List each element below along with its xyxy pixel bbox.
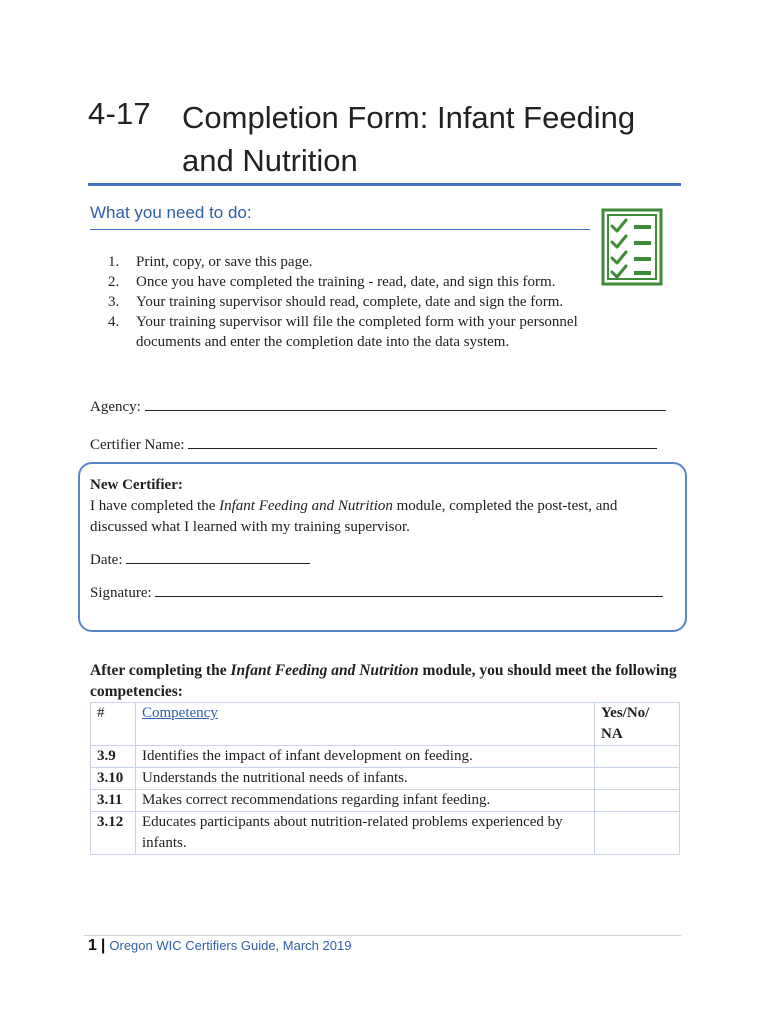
footer-divider	[84, 935, 681, 936]
competencies-intro: After completing the Infant Feeding and Nutrition module, you should meet the following competencies:	[90, 662, 677, 700]
certifier-name-label: Certifier Name:	[90, 437, 185, 453]
page-footer	[88, 937, 351, 955]
page-title: Completion Form: Infant Feeding and Nutrition	[182, 100, 636, 178]
table-row	[91, 746, 680, 768]
competency-text: Understands the nutritional needs of infants.	[136, 768, 595, 790]
agency-field	[90, 396, 666, 416]
table-row	[91, 768, 680, 790]
competency-text: Identifies the impact of infant development on feeding.	[136, 746, 595, 768]
competency-num: 3.11	[91, 790, 136, 812]
instructions-heading: What you need to do:	[90, 203, 252, 222]
competency-table	[90, 702, 680, 855]
table-row	[91, 812, 680, 855]
competency-num: 3.10	[91, 768, 136, 790]
competency-text: Educates participants about nutrition-related problems experienced by infants.	[136, 812, 595, 855]
header-num: #	[91, 703, 136, 746]
competency-num: 3.12	[91, 812, 136, 855]
page-number: 1	[88, 937, 97, 954]
certifier-name-field	[90, 434, 657, 454]
list-item: 3. Your training supervisor should read, complete, date and sign the form.	[108, 294, 564, 310]
footer-text: Oregon WIC Certifiers Guide, March 2019	[109, 938, 352, 953]
table-row	[91, 790, 680, 812]
list-item: 1. Print, copy, or save this page.	[108, 254, 313, 270]
date-field	[90, 549, 675, 571]
competency-text: Makes correct recommendations regarding infant feeding.	[136, 790, 595, 812]
competency-answer-cell[interactable]	[595, 790, 680, 812]
section-number: 4-17	[88, 96, 151, 131]
header-competency: Competency	[136, 703, 595, 746]
competency-answer-cell[interactable]	[595, 746, 680, 768]
certifier-name-input-line[interactable]	[188, 434, 657, 449]
header-yes-no: Yes/No/ NA	[595, 703, 680, 746]
new-certifier-content	[90, 475, 675, 604]
competency-answer-cell[interactable]	[595, 812, 680, 855]
signature-input-line[interactable]	[155, 582, 663, 597]
competency-answer-cell[interactable]	[595, 768, 680, 790]
list-item: 2. Once you have completed the training - read, date, and sign this form.	[108, 274, 556, 290]
agency-label: Agency:	[90, 399, 141, 415]
list-item: 4. Your training supervisor will file the completed form with your personnel documents and enter the completion date into the data system.	[108, 314, 578, 350]
module-name: Infant Feeding and Nutrition	[219, 498, 393, 514]
agency-input-line[interactable]	[145, 396, 666, 411]
new-certifier-title: New Certifier:	[90, 477, 183, 493]
signature-field	[90, 582, 675, 604]
module-name: Infant Feeding and Nutrition	[230, 662, 419, 679]
instruction-steps	[108, 252, 648, 352]
signature-label: Signature:	[90, 585, 152, 601]
date-label: Date:	[90, 552, 123, 568]
title-divider	[88, 183, 681, 186]
instructions-divider	[90, 229, 590, 230]
date-input-line[interactable]	[126, 549, 310, 564]
table-header-row	[91, 703, 680, 746]
competency-num: 3.9	[91, 746, 136, 768]
new-certifier-statement: I have completed the Infant Feeding and Nutrition module, completed the post-test, and discussed what I learned with my training supervisor.	[90, 498, 618, 535]
footer-separator: |	[100, 937, 106, 954]
